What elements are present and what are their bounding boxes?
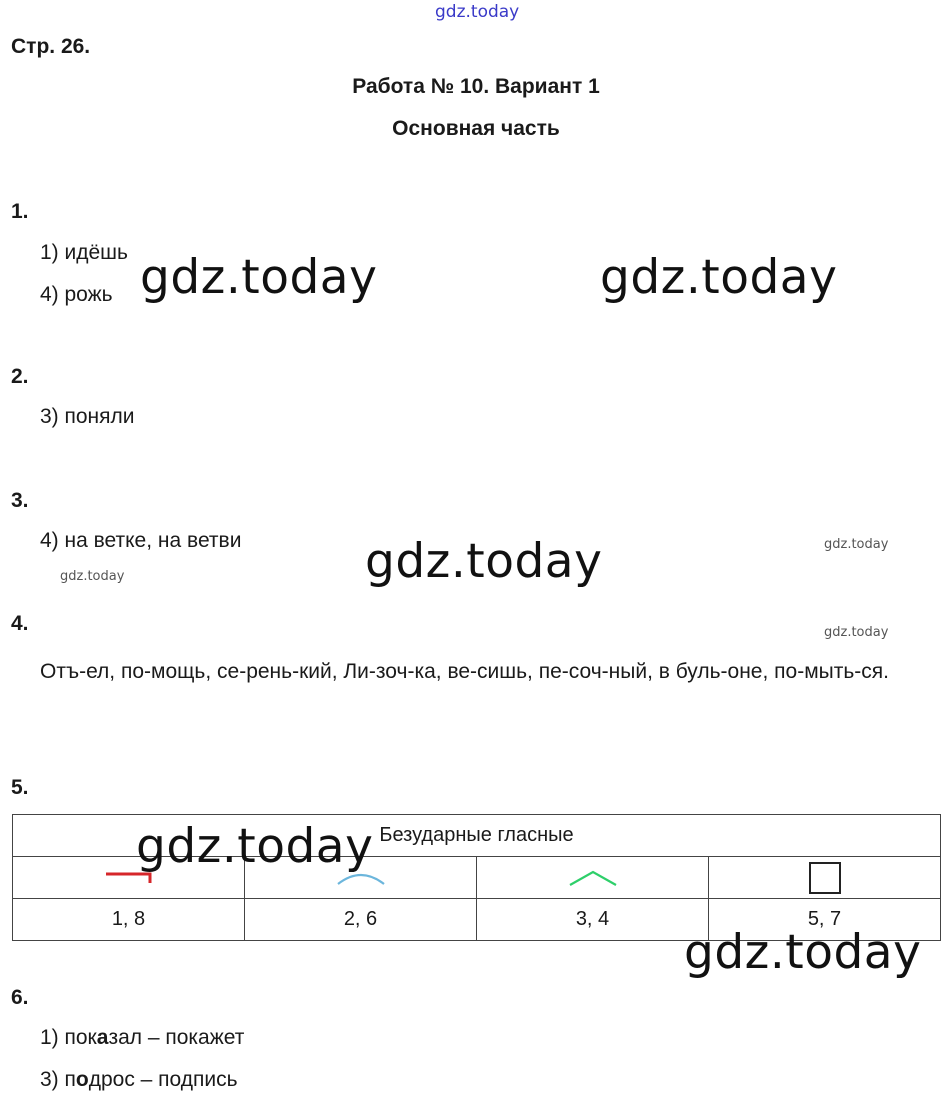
watermark: gdz.today	[684, 925, 922, 980]
task-6-answer-2	[40, 1068, 238, 1092]
table-header: Безударные гласные	[13, 815, 941, 857]
task-4-text: Отъ-ел, по-мощь, се-рень-кий, Ли-зоч-ка, ве-сишь, пе-соч-ный, в буль-оне, по-мыть-ся.	[40, 660, 889, 683]
table-cell: 5, 7	[709, 899, 941, 941]
watermark: gdz.today	[365, 534, 603, 589]
task-3-number: 3.	[11, 489, 29, 512]
table-cell	[477, 857, 709, 899]
task-1-answer-1: 1) идёшь	[40, 241, 128, 264]
watermark-top: gdz.today	[435, 2, 520, 22]
text: зал – покажет	[108, 1026, 245, 1049]
text: 3) п	[40, 1068, 76, 1091]
text: 1) пок	[40, 1026, 97, 1049]
table-cell: 1, 8	[13, 899, 245, 941]
table-cell: 3, 4	[477, 899, 709, 941]
task-6-number: 6.	[11, 986, 29, 1009]
task-1-number: 1.	[11, 200, 29, 223]
stressed-vowel: о	[75, 1068, 89, 1091]
task-6-answer-1	[40, 1026, 244, 1050]
watermark-small: gdz.today	[824, 537, 889, 552]
text: дрос – подпись	[88, 1068, 238, 1091]
watermark-small: gdz.today	[824, 625, 889, 640]
table-cell: 2, 6	[245, 899, 477, 941]
task-2-answer-1: 3) поняли	[40, 405, 135, 428]
page-subtitle: Основная часть	[392, 117, 560, 140]
watermark: gdz.today	[136, 819, 374, 874]
page-title: Работа № 10. Вариант 1	[352, 75, 600, 98]
prefix-square-icon	[808, 861, 842, 895]
task-2-number: 2.	[11, 365, 29, 388]
suffix-icon	[567, 869, 619, 887]
table-cell	[709, 857, 941, 899]
watermark: gdz.today	[140, 250, 378, 305]
task-3-answer-1: 4) на ветке, на ветви	[40, 529, 242, 552]
task-5-number: 5.	[11, 776, 29, 799]
page-label: Стр. 26.	[11, 35, 91, 58]
task-4-number: 4.	[11, 612, 29, 635]
stressed-vowel: а	[96, 1026, 109, 1049]
watermark-small: gdz.today	[60, 569, 125, 584]
watermark: gdz.today	[600, 250, 838, 305]
task-1-answer-2: 4) рожь	[40, 283, 113, 306]
